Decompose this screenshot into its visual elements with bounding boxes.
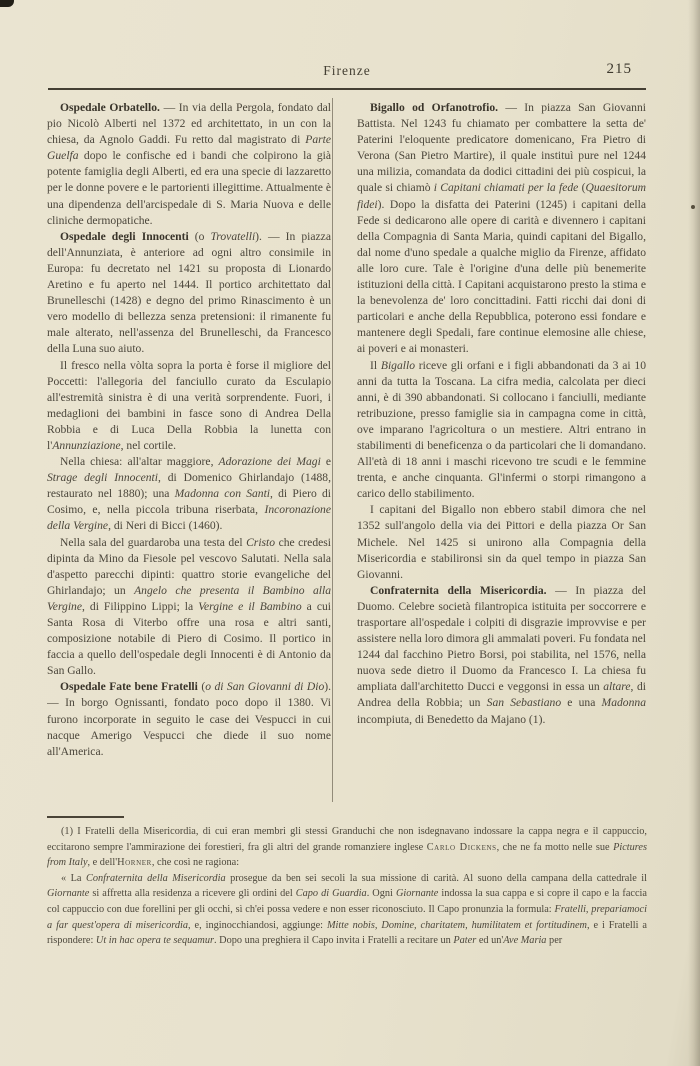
header-rule xyxy=(48,88,646,90)
column-divider-rule xyxy=(332,98,333,802)
running-title: Firenze xyxy=(323,63,371,78)
left-column xyxy=(47,100,331,814)
right-column xyxy=(357,100,646,814)
page-number: 215 xyxy=(606,61,632,77)
paragraph-bigallo-orfani: Il Bigallo riceve gli orfani e i figli abbandonati da 3 ai 10 anni da tutta la Toscana. La cifra media, calcolata per dieci anni, è di 390 abbandonati. Si collocano i fanciulli, mediante retribuzione, presso famiglie sia in campagna come in città, ove imparano l'agricoltura o un mestiere. Altri entrano in stabilimenti di beneficenza o da particolari che li domandano. All'età di 18 anni i maschi ricevono tre scudi e le femmine trenta, e anche cinquanta. Gl'infermi o storpi rimangono a carico dello stabilimento. xyxy=(357,358,646,501)
paragraph-fate-bene-fratelli: Ospedale Fate bene Fratelli (o di San Giovanni di Dio). — In borgo Ognissanti, fondato poco dopo il 1380. Vi furono incorporate in seguito le case dei Vespucci in cui nacque Amerigo Vespucci che diede il suo nome all'America. xyxy=(47,680,331,758)
paragraph-sala-guardaroba: Nella sala del guardaroba una testa del Cristo che credesi dipinta da Mino da Fiesole pel vescovo Salutati. Nella sala d'aspetto parecchi dipinti: quattro storie evangeliche del Ghirlandajo; un Angelo che presenta il Bambino alla Vergine, di Filippino Lippi; la Vergine e il Bambino a cui Santa Rosa di Viterbo offre una rosa e altri santi, composizione notabile di Piero di Cosimo. Il portico in faccia a quello dell'ospedale degli Innocenti è di Antonio da San Gallo. xyxy=(47,535,331,678)
paragraph-fresco-volta: Il fresco nella vòlta sopra la porta è forse il migliore del Poccetti: l'allegoria del fanciullo curato da Esculapio all'estremità sinistra è di una verità sorprendente. Fuori, i medaglioni dei bambini in fasce sono di Andrea Della Robbia e di Luca Della Robbia la lunetta con l'Annunziazione, nel cortile. xyxy=(47,358,331,452)
paragraph-ospedale-orbatello: Ospedale Orbatello. — In via della Pergola, fondato dal pio Nicolò Alberti nel 1372 ed architettato, in un con la chiesa, da Agnolo Gaddi. Fu retto dal magistrato di Parte Guelfa dopo le confische ed i bandi che colpirono la già potente famiglia degli Alberti, ed era una specie di lazzaretto per le donne povere e le partorienti illegittime. Attualmente è una dipendenza dell'arcispedale di S. Maria Nuova e delle cliniche dermopatiche. xyxy=(47,101,331,227)
footnote xyxy=(47,824,647,1024)
paragraph-confraternita-misericordia: Confraternita della Misericordia. — In piazza del Duomo. Celebre società filantropica istituita per soccorrere e trasportare all'ospedale i colpiti di disgrazie improvvise e per assistere nella loro dimora gli ammalati poveri. Fu fondata nel 1244 dal facchino Pietro Borsi, poi stabilita, nel 1576, nella nuova sede dietro il Duomo da Francesco I. La chiesa fu ampliata dall'architetto Ducci e veggonsi in essa un altare, di Andrea della Robbia; un San Sebastiano e una Madonna incompiuta, di Benedetto da Majano (1). xyxy=(357,583,646,726)
scan-corner-artifact xyxy=(0,0,14,7)
page-edge-shadow xyxy=(688,0,700,1066)
footnote-paragraph-quote: « La Confraternita della Misericordia prosegue da ben sei secoli la sua missione di carità. Al suono della campana della cattedrale il Giornante si affretta alla residenza a ricevere gli ordini del Capo di Guardia. Ogni Giornante indossa la sua cappa e si copre il capo e la faccia col cappuccio con due forellini per gli occhi, sì ch'ei possa vedere e non esser riconosciuto. Il Capo pronunzia la formula: Fratelli, prepariamoci a far quest'opera di misericordia, e, inginocchiandosi, aggiunge: Mitte nobis, Domine, charitatem, humilitatem et fortitudinem, e i Fratelli a rispondere: Ut in hac opera te sequamur. Dopo una preghiera il Capo invita i Fratelli a recitare un Pater ed un'Ave Maria per xyxy=(47,872,647,947)
paragraph-capitani-dimora: I capitani del Bigallo non ebbero stabil dimora che nel 1352 sull'angolo della via dei Pittori e della piazza Or San Michele. Nel 1425 si unirono alla Compagnia della Misericordia e stabilironsi sin da quel tempo in piazza San Giovanni. xyxy=(357,503,646,581)
paragraph-bigallo: Bigallo od Orfanotrofio. — In piazza San Giovanni Battista. Nel 1243 fu chiamato per combattere la setta de' Paterini l'eloquente predicatore domenicano, Fra Pietro di Verona (San Pietro Martire), il quale instituì pure nel 1244 una milizia, comandata da dodici cittadini dei più cospicui, la quale si chiamò i Capitani chiamati per la fede (Quaesitorum fidei). Dopo la disfatta dei Paterini (1245) i capitani della Fede si dedicarono alle opere di carità e divennero i capitani della Compagnia di Santa Maria, quindi capitani del Bigallo, dal nome d'uno spedale a qualche miglio da Firenze, affidato alle loro cure. Tale è l'origine d'una delle più benemerite istituzioni della città. I Capitani acquistarono presto la stima e la benevolenza de' loro concittadini. Fatti ricchi dai doni di particolari e anche della Repubblica, poterono essi fondare e mantenere degli Spedali, fare continue elemosine alle chiese, ai poveri e ai monasteri. xyxy=(357,101,646,356)
footnote-separator-rule xyxy=(47,816,124,818)
scan-speck xyxy=(691,205,695,209)
paragraph-ospedale-innocenti: Ospedale degli Innocenti (o Trovatelli). — In piazza dell'Annunziata, è anteriore ad ogni altro consimile in Europa: fu decretato nel 1421 su proposta di Lionardo Aretino e fu aperto nel 1444. Il portico architettato dal Brunelleschi (1428) e degno del primo Rinascimento è un vero modello di bellezza senza pretensioni: il rimanente fu male alterato, nell'assenza del Brunelleschi, da Francesco della Luna suo aiuto. xyxy=(47,229,331,356)
paragraph-nella-chiesa: Nella chiesa: all'altar maggiore, Adorazione dei Magi e Strage degli Innocenti, di Domenico Ghirlandajo (1488, restaurato nel 1880); una Madonna con Santi, di Piero di Cosimo, e, nella piccola tribuna riserbata, Incoronazione della Vergine, di Neri di Bicci (1460). xyxy=(47,455,331,533)
footnote-paragraph-fratelli: (1) I Fratelli della Misericordia, di cui eran membri gli stessi Granduchi che non isdegnavano indossare la cappa negra e il cappuccio, eccitarono sempre l'ammirazione dei forestieri, fra gli altri del grande romanziere inglese Carlo Dickens, che ne fa motto nelle sue Pictures from Italy, e dell'Horner, che così ne ragiona: xyxy=(47,826,647,869)
